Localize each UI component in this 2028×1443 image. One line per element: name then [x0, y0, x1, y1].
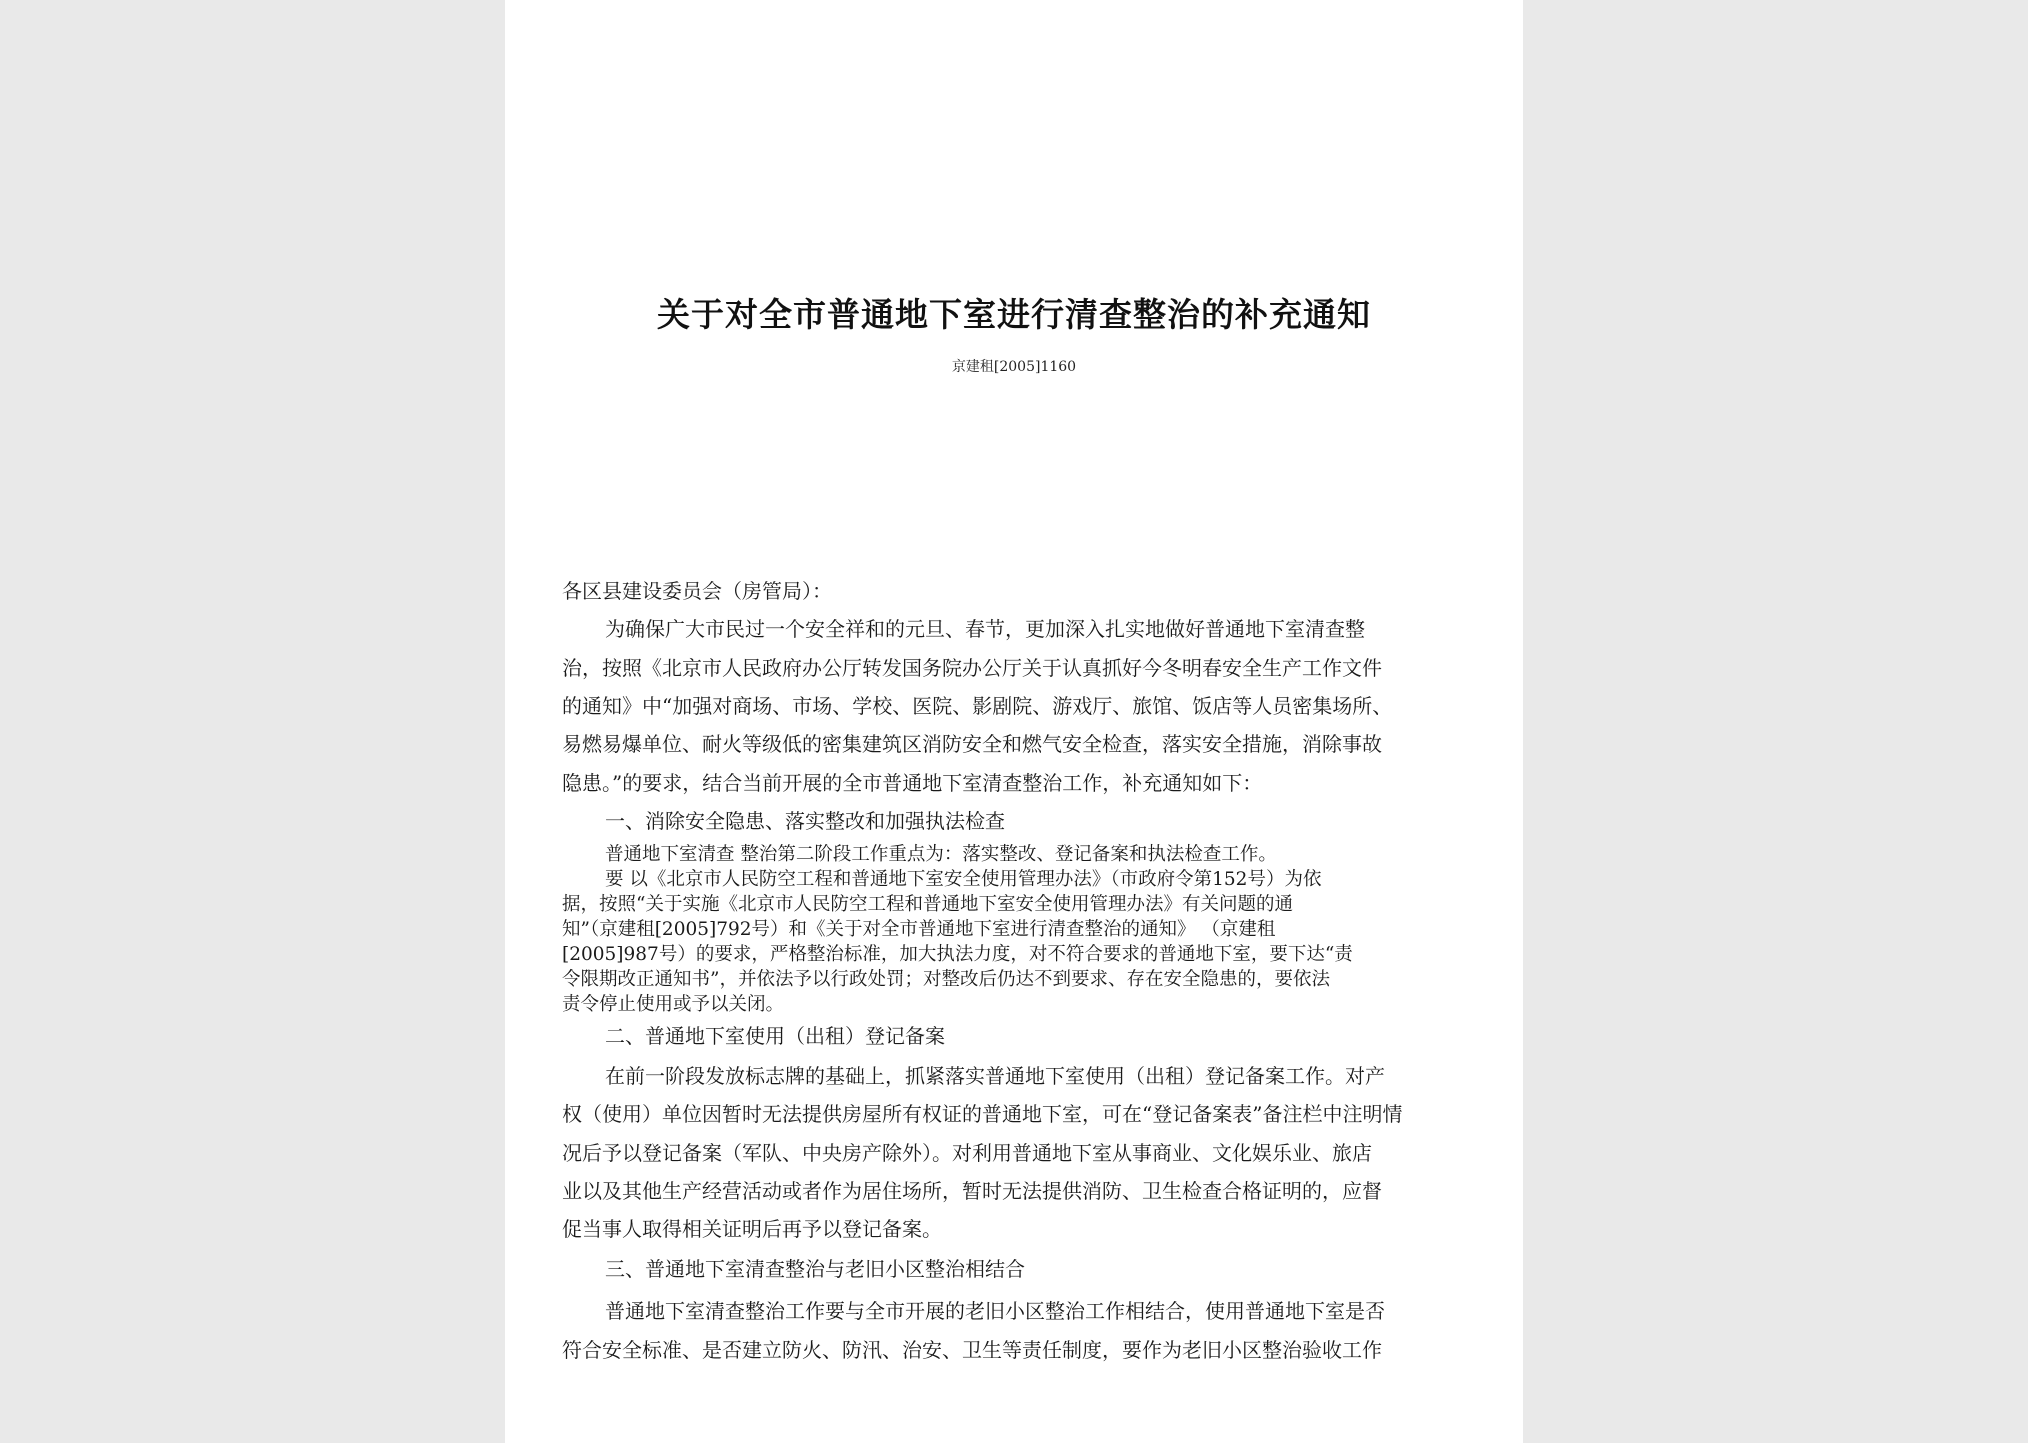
intro-line: 为确保广大市民过一个安全祥和的元旦、春节，更加深入扎实地做好普通地下室清查整	[605, 617, 1365, 641]
section1-line: 知”（京建租[2005]792号）和《关于对全市普通地下室进行清查整治的通知》 （京建租	[562, 919, 1276, 940]
section3-line: 符合安全标准、是否建立防火、防汛、治安、卫生等责任制度，要作为老旧小区整治验收工作	[562, 1338, 1382, 1362]
section1-line: [2005]987号）的要求，严格整治标准，加大执法力度，对不符合要求的普通地下室，要下达“责	[562, 944, 1353, 965]
salutation: 各区县建设委员会（房管局）：	[562, 579, 832, 603]
section1-heading: 一、消除安全隐患、落实整改和加强执法检查	[605, 809, 1005, 833]
document-page	[505, 0, 1523, 1443]
section1-line: 据，按照“关于实施《北京市人民防空工程和普通地下室安全使用管理办法》有关问题的通	[562, 894, 1293, 915]
intro-line: 易燃易爆单位、耐火等级低的密集建筑区消防安全和燃气安全检查，落实安全措施，消除事故	[562, 732, 1382, 756]
section2-line: 促当事人取得相关证明后再予以登记备案。	[562, 1217, 942, 1241]
section2-line: 业以及其他生产经营活动或者作为居住场所，暂时无法提供消防、卫生检查合格证明的，应督	[562, 1179, 1382, 1203]
intro-line: 隐患。”的要求，结合当前开展的全市普通地下室清查整治工作，补充通知如下：	[562, 771, 1263, 795]
section1-line: 要 以《北京市人民防空工程和普通地下室安全使用管理办法》（市政府令第152号）为依	[605, 869, 1322, 890]
section2-heading: 二、普通地下室使用（出租）登记备案	[605, 1024, 945, 1048]
section3-line: 普通地下室清查整治工作要与全市开展的老旧小区整治工作相结合，使用普通地下室是否	[605, 1299, 1385, 1323]
section2-line: 权（使用）单位因暂时无法提供房屋所有权证的普通地下室，可在“登记备案表”备注栏中注明情	[562, 1102, 1403, 1126]
section3-heading: 三、普通地下室清查整治与老旧小区整治相结合	[605, 1257, 1025, 1281]
section1-line: 令限期改正通知书”，并依法予以行政处罚；对整改后仍达不到要求、存在安全隐患的，要依法	[562, 969, 1330, 990]
document-title: 关于对全市普通地下室进行清查整治的补充通知	[657, 295, 1371, 334]
section2-line: 况后予以登记备案（军队、中央房产除外）。对利用普通地下室从事商业、文化娱乐业、旅店	[562, 1141, 1372, 1165]
intro-line: 的通知》中“加强对商场、市场、学校、医院、影剧院、游戏厅、旅馆、饭店等人员密集场所、	[562, 694, 1393, 718]
document-number: 京建租[2005]1160	[951, 359, 1077, 375]
section1-line: 普通地下室清查 整治第二阶段工作重点为：落实整改、登记备案和执法检查工作。	[605, 844, 1277, 865]
section2-line: 在前一阶段发放标志牌的基础上，抓紧落实普通地下室使用（出租）登记备案工作。对产	[605, 1064, 1385, 1088]
intro-line: 治，按照《北京市人民政府办公厅转发国务院办公厅关于认真抓好今冬明春安全生产工作文件	[562, 656, 1382, 680]
section1-line: 责令停止使用或予以关闭。	[562, 994, 785, 1015]
